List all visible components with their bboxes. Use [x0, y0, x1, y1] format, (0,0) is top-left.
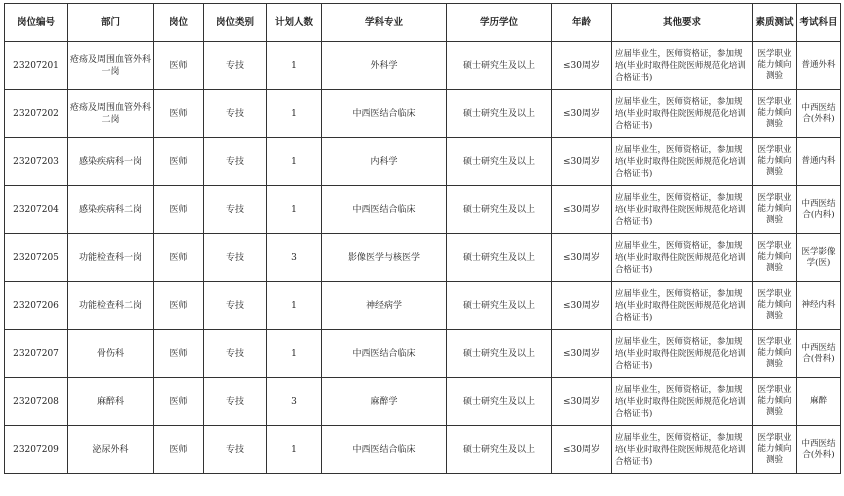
requirement-cell: 应届毕业生，医师资格证，参加规培(毕业时取得住院医师规范化培训合格证书) [612, 330, 753, 378]
major-cell: 中西医结合临床 [322, 426, 447, 474]
category-cell: 专技 [204, 234, 267, 282]
degree-cell: 硕士研究生及以上 [447, 186, 552, 234]
header-cell: 部门 [68, 4, 154, 42]
age-cell: ≤30周岁 [552, 330, 612, 378]
degree-cell: 硕士研究生及以上 [447, 138, 552, 186]
table-row [5, 330, 841, 378]
age-cell: ≤30周岁 [552, 42, 612, 90]
major-cell: 外科学 [322, 42, 447, 90]
quality-test-cell: 医学职业能力倾向测验 [753, 426, 797, 474]
category-cell: 专技 [204, 186, 267, 234]
quality-test-cell: 医学职业能力倾向测验 [753, 186, 797, 234]
header-cell: 岗位 [154, 4, 204, 42]
table-row [5, 234, 841, 282]
quality-test-cell: 医学职业能力倾向测验 [753, 378, 797, 426]
major-cell: 影像医学与核医学 [322, 234, 447, 282]
post-id-cell: 23207202 [5, 90, 68, 138]
department-cell: 疮疡及周围血管外科二岗 [68, 90, 154, 138]
requirement-cell: 应届毕业生，医师资格证，参加规培(毕业时取得住院医师规范化培训合格证书) [612, 282, 753, 330]
department-cell: 泌尿外科 [68, 426, 154, 474]
recruitment-table [4, 3, 841, 474]
requirement-cell: 应届毕业生，医师资格证，参加规培(毕业时取得住院医师规范化培训合格证书) [612, 90, 753, 138]
post-id-cell: 23207205 [5, 234, 68, 282]
degree-cell: 硕士研究生及以上 [447, 378, 552, 426]
major-cell: 中西医结合临床 [322, 330, 447, 378]
requirement-cell: 应届毕业生，医师资格证，参加规培(毕业时取得住院医师规范化培训合格证书) [612, 138, 753, 186]
major-cell: 内科学 [322, 138, 447, 186]
headcount-cell: 1 [267, 330, 322, 378]
header-cell: 考试科目 [797, 4, 841, 42]
exam-subject-cell: 普通外科 [797, 42, 841, 90]
post-id-cell: 23207208 [5, 378, 68, 426]
requirement-cell: 应届毕业生，医师资格证，参加规培(毕业时取得住院医师规范化培训合格证书) [612, 186, 753, 234]
requirement-cell: 应届毕业生，医师资格证，参加规培(毕业时取得住院医师规范化培训合格证书) [612, 426, 753, 474]
post-id-cell: 23207209 [5, 426, 68, 474]
quality-test-cell: 医学职业能力倾向测验 [753, 42, 797, 90]
department-cell: 功能检查科二岗 [68, 282, 154, 330]
degree-cell: 硕士研究生及以上 [447, 330, 552, 378]
degree-cell: 硕士研究生及以上 [447, 282, 552, 330]
header-cell: 学科专业 [322, 4, 447, 42]
header-cell: 岗位类别 [204, 4, 267, 42]
requirement-cell: 应届毕业生，医师资格证，参加规培(毕业时取得住院医师规范化培训合格证书) [612, 234, 753, 282]
major-cell: 神经病学 [322, 282, 447, 330]
position-cell: 医师 [154, 234, 204, 282]
table-row [5, 138, 841, 186]
age-cell: ≤30周岁 [552, 426, 612, 474]
category-cell: 专技 [204, 138, 267, 186]
age-cell: ≤30周岁 [552, 138, 612, 186]
degree-cell: 硕士研究生及以上 [447, 42, 552, 90]
department-cell: 功能检查科一岗 [68, 234, 154, 282]
headcount-cell: 1 [267, 138, 322, 186]
exam-subject-cell: 中西医结合(骨科) [797, 330, 841, 378]
major-cell: 麻醉学 [322, 378, 447, 426]
header-cell: 其他要求 [612, 4, 753, 42]
position-cell: 医师 [154, 426, 204, 474]
degree-cell: 硕士研究生及以上 [447, 234, 552, 282]
headcount-cell: 3 [267, 378, 322, 426]
table-row [5, 42, 841, 90]
category-cell: 专技 [204, 42, 267, 90]
header-cell: 计划人数 [267, 4, 322, 42]
table-body [5, 42, 841, 474]
table-row [5, 90, 841, 138]
department-cell: 疮疡及周围血管外科一岗 [68, 42, 154, 90]
exam-subject-cell: 麻醉 [797, 378, 841, 426]
category-cell: 专技 [204, 378, 267, 426]
age-cell: ≤30周岁 [552, 234, 612, 282]
headcount-cell: 3 [267, 234, 322, 282]
post-id-cell: 23207203 [5, 138, 68, 186]
exam-subject-cell: 医学影像学(医) [797, 234, 841, 282]
quality-test-cell: 医学职业能力倾向测验 [753, 138, 797, 186]
quality-test-cell: 医学职业能力倾向测验 [753, 282, 797, 330]
exam-subject-cell: 中西医结合(外科) [797, 90, 841, 138]
quality-test-cell: 医学职业能力倾向测验 [753, 234, 797, 282]
headcount-cell: 1 [267, 186, 322, 234]
post-id-cell: 23207206 [5, 282, 68, 330]
exam-subject-cell: 普通内科 [797, 138, 841, 186]
header-cell: 素质测试 [753, 4, 797, 42]
post-id-cell: 23207201 [5, 42, 68, 90]
position-cell: 医师 [154, 330, 204, 378]
requirement-cell: 应届毕业生，医师资格证，参加规培(毕业时取得住院医师规范化培训合格证书) [612, 42, 753, 90]
major-cell: 中西医结合临床 [322, 90, 447, 138]
headcount-cell: 1 [267, 282, 322, 330]
major-cell: 中西医结合临床 [322, 186, 447, 234]
header-cell: 岗位编号 [5, 4, 68, 42]
exam-subject-cell: 中西医结合(外科) [797, 426, 841, 474]
age-cell: ≤30周岁 [552, 378, 612, 426]
header-row [5, 4, 841, 42]
category-cell: 专技 [204, 426, 267, 474]
degree-cell: 硕士研究生及以上 [447, 426, 552, 474]
position-cell: 医师 [154, 378, 204, 426]
department-cell: 麻醉科 [68, 378, 154, 426]
requirement-cell: 应届毕业生，医师资格证，参加规培(毕业时取得住院医师规范化培训合格证书) [612, 378, 753, 426]
table-row [5, 186, 841, 234]
department-cell: 感染疾病科一岗 [68, 138, 154, 186]
exam-subject-cell: 神经内科 [797, 282, 841, 330]
header-cell: 年龄 [552, 4, 612, 42]
table-row [5, 282, 841, 330]
age-cell: ≤30周岁 [552, 186, 612, 234]
table-row [5, 378, 841, 426]
header-cell: 学历学位 [447, 4, 552, 42]
quality-test-cell: 医学职业能力倾向测验 [753, 330, 797, 378]
category-cell: 专技 [204, 90, 267, 138]
position-cell: 医师 [154, 42, 204, 90]
post-id-cell: 23207204 [5, 186, 68, 234]
position-cell: 医师 [154, 138, 204, 186]
degree-cell: 硕士研究生及以上 [447, 90, 552, 138]
age-cell: ≤30周岁 [552, 282, 612, 330]
position-cell: 医师 [154, 186, 204, 234]
headcount-cell: 1 [267, 426, 322, 474]
table-row [5, 426, 841, 474]
category-cell: 专技 [204, 330, 267, 378]
position-cell: 医师 [154, 282, 204, 330]
headcount-cell: 1 [267, 90, 322, 138]
headcount-cell: 1 [267, 42, 322, 90]
position-cell: 医师 [154, 90, 204, 138]
post-id-cell: 23207207 [5, 330, 68, 378]
quality-test-cell: 医学职业能力倾向测验 [753, 90, 797, 138]
age-cell: ≤30周岁 [552, 90, 612, 138]
exam-subject-cell: 中西医结合(内科) [797, 186, 841, 234]
department-cell: 骨伤科 [68, 330, 154, 378]
department-cell: 感染疾病科二岗 [68, 186, 154, 234]
category-cell: 专技 [204, 282, 267, 330]
